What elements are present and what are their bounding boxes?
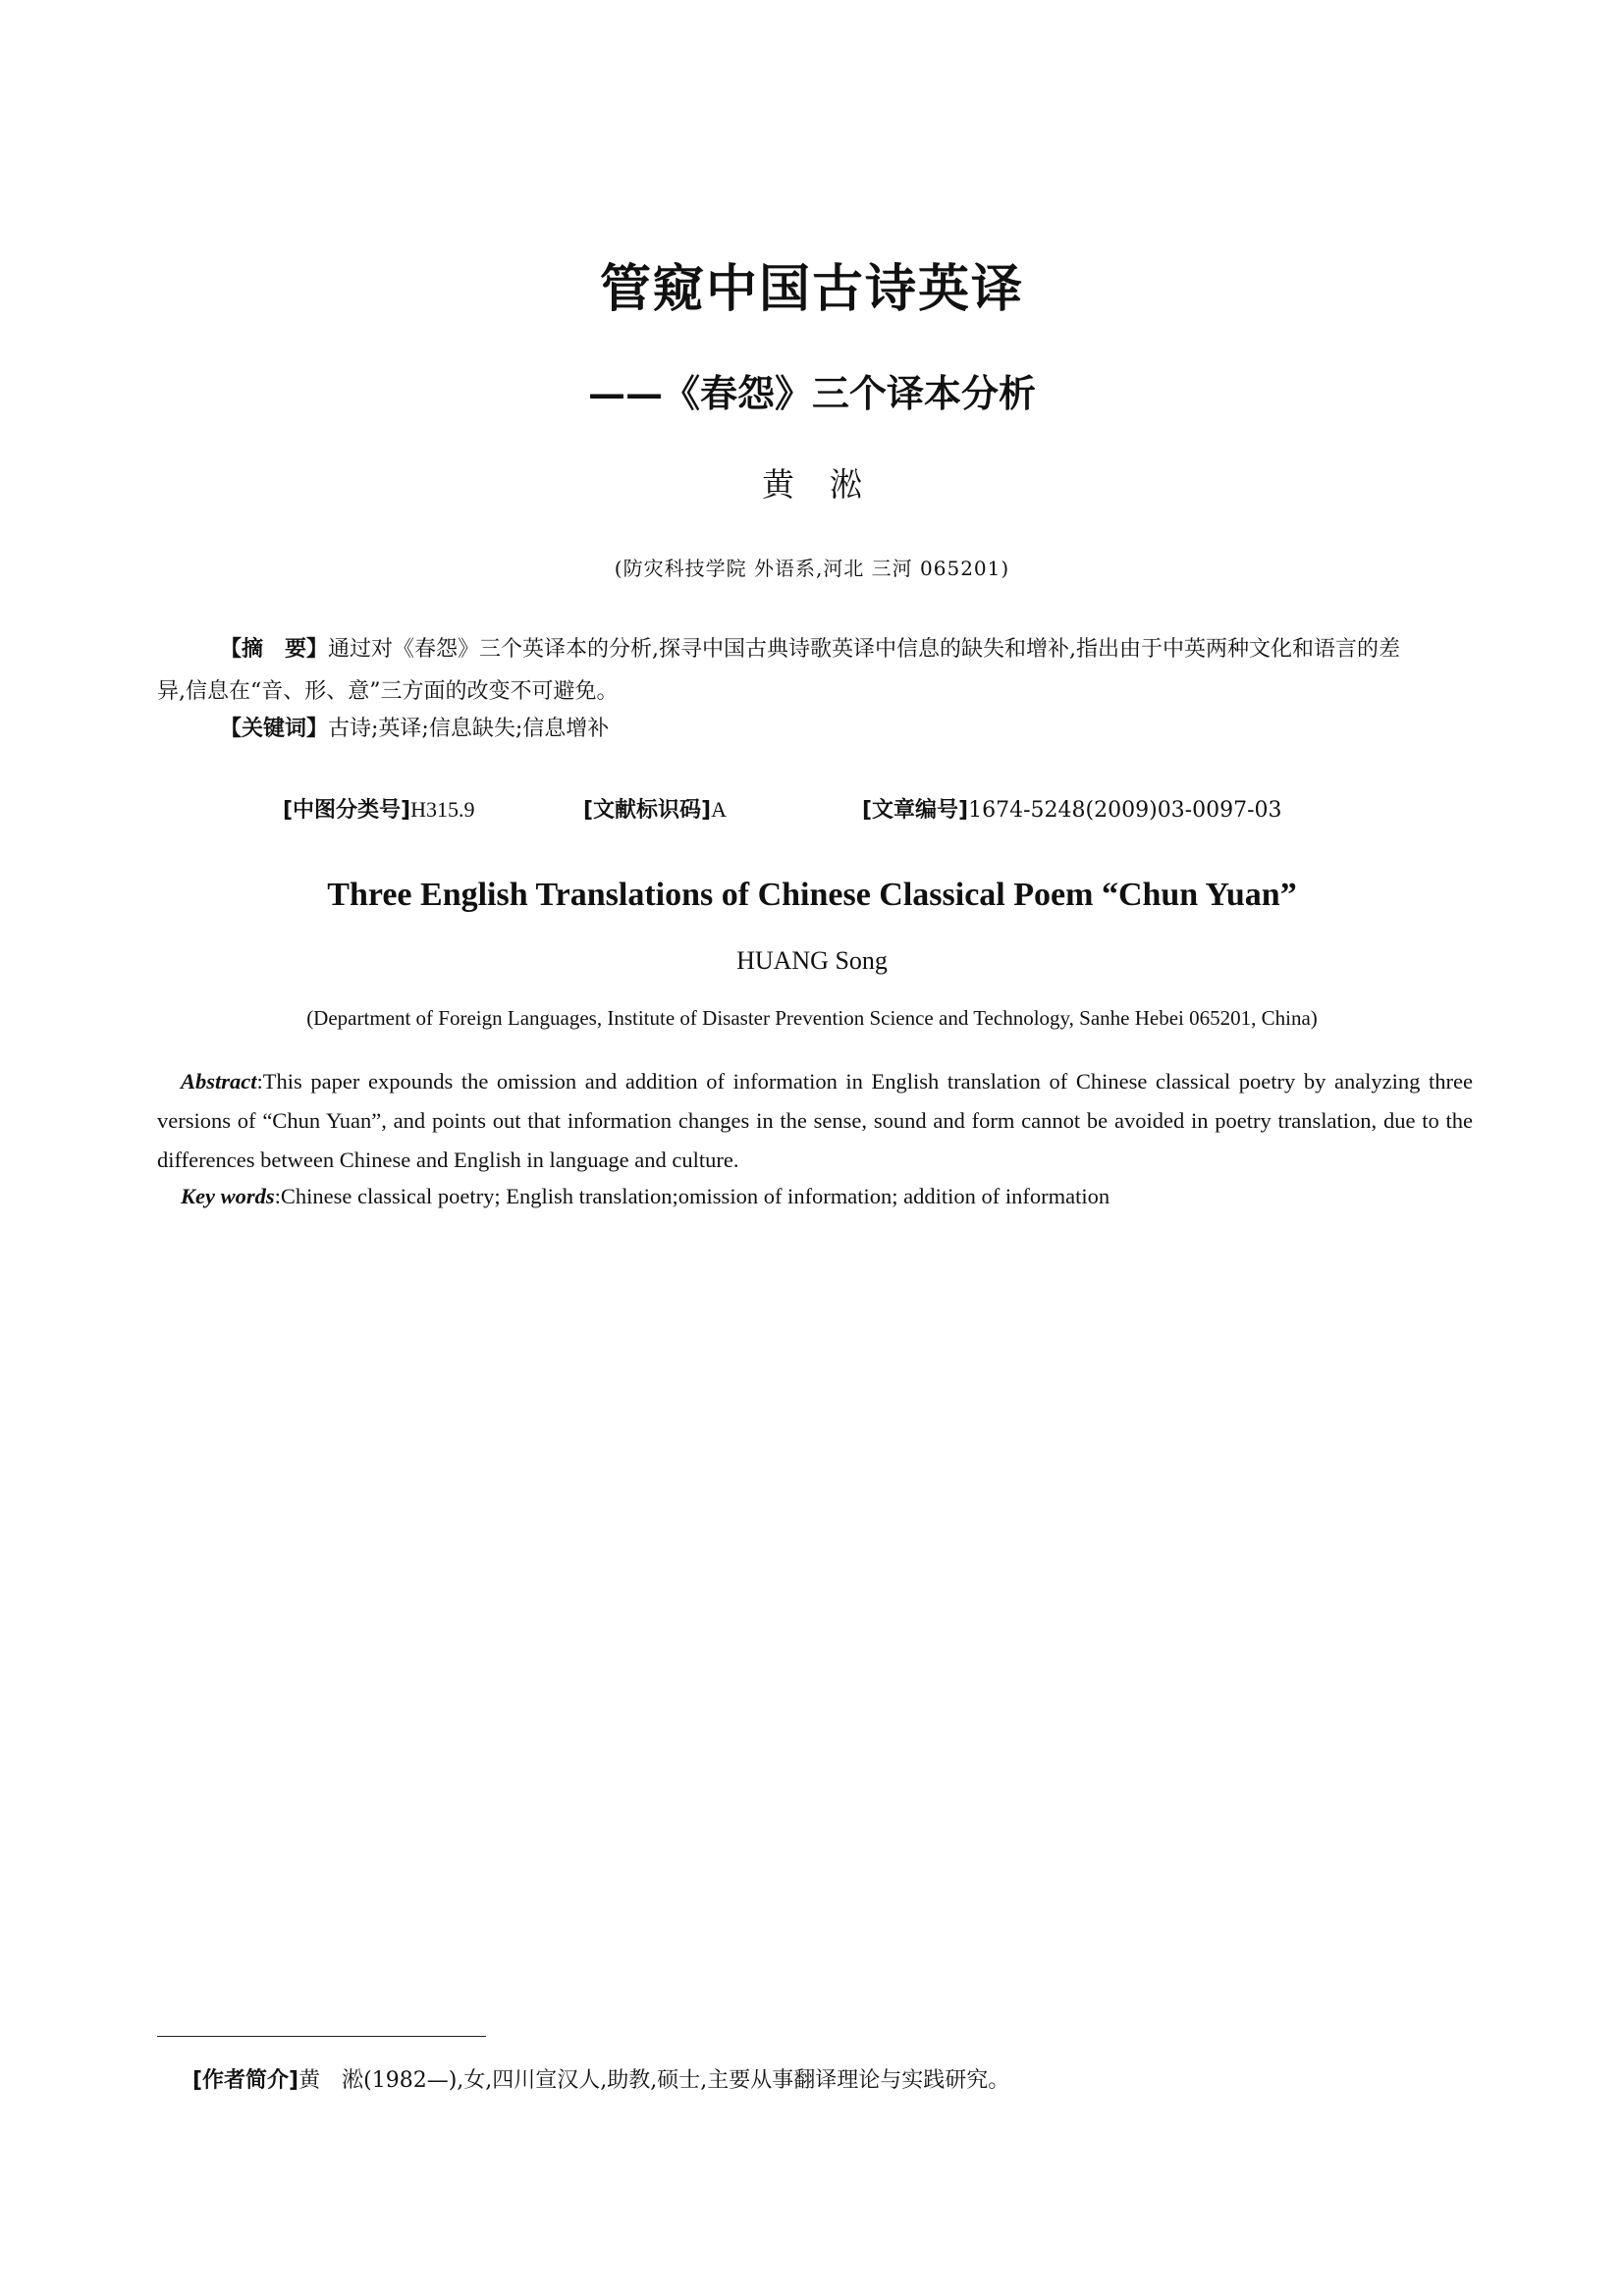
cn-keywords-label: 【关键词】 (220, 717, 329, 741)
clc-label: [中图分类号] (283, 798, 411, 823)
footnote-text: 黄 淞(1982—),女,四川宣汉人,助教,硕士,主要从事翻译理论与实践研究。 (298, 2068, 1010, 2093)
cn-keywords-text: 古诗;英译;信息缺失;信息增补 (328, 717, 610, 741)
footnote-rule (157, 2036, 486, 2037)
en-keywords-label: Key words (181, 1184, 275, 1208)
cn-abstract-label: 【摘 要】 (220, 637, 329, 662)
en-abstract-text: This paper expounds the omission and addition of information in English translation of Chinese classical poetry by analyzing three versions of “Chun Yuan”, and points out that information changes in the sense, sound and form cannot be avoided in poetry translation, due to the differences between Chinese and English in language and culture. (157, 1069, 1473, 1172)
en-keywords-text: Chinese classical poetry; English translation;omission of information; addition of information (280, 1184, 1110, 1208)
doc-code (583, 793, 727, 824)
en-author: HUANG Song (736, 946, 888, 975)
cn-subtitle: ——《春怨》三个译本分析 (587, 371, 1036, 415)
en-title: Three English Translations of Chinese Classical Poem “Chun Yuan” (327, 877, 1297, 913)
en-abstract: Abstract:This paper expounds the omission and addition of information in English translation of Chinese classical poetry by analyzing three versions of “Chun Yuan”, and points out that information changes in the sense, sound and form cannot be avoided in poetry translation, due to the differences between Chinese and English in language and culture. (157, 1069, 1473, 1172)
article-no-label: [文章编号] (862, 798, 969, 823)
en-abstract-label: Abstract (181, 1069, 257, 1094)
clc-number (283, 793, 475, 824)
cn-author: 黄淞 (762, 465, 897, 504)
doc-code-label: [文献标识码] (583, 798, 712, 823)
cn-abstract-text: 通过对《春怨》三个英译本的分析,探寻中国古典诗歌英译中信息的缺失和增补,指出由于中英两种文化和语言的差异,信息在“音、形、意”三方面的改变不可避免。 (157, 637, 1401, 704)
en-affiliation: (Department of Foreign Languages, Institute of Disaster Prevention Science and Technology, Sanhe Hebei 065201, China) (306, 1006, 1318, 1030)
doc-code-value: A (711, 797, 728, 822)
en-keywords: Key words:Chinese classical poetry; English translation;omission of information; addition of information (181, 1184, 1110, 1208)
article-no-value: 1674-5248(2009)03-0097-03 (968, 798, 1282, 823)
clc-value: H315.9 (410, 797, 475, 822)
footnote-label: [作者简介] (192, 2068, 299, 2093)
article-number (862, 793, 1282, 824)
cn-title: 管窥中国古诗英译 (599, 259, 1024, 319)
cn-keywords (220, 713, 1398, 746)
cn-abstract (157, 628, 1404, 713)
cn-affiliation: (防灾科技学院 外语系,河北 三河 065201) (614, 557, 1010, 580)
author-footnote (192, 2063, 1469, 2094)
